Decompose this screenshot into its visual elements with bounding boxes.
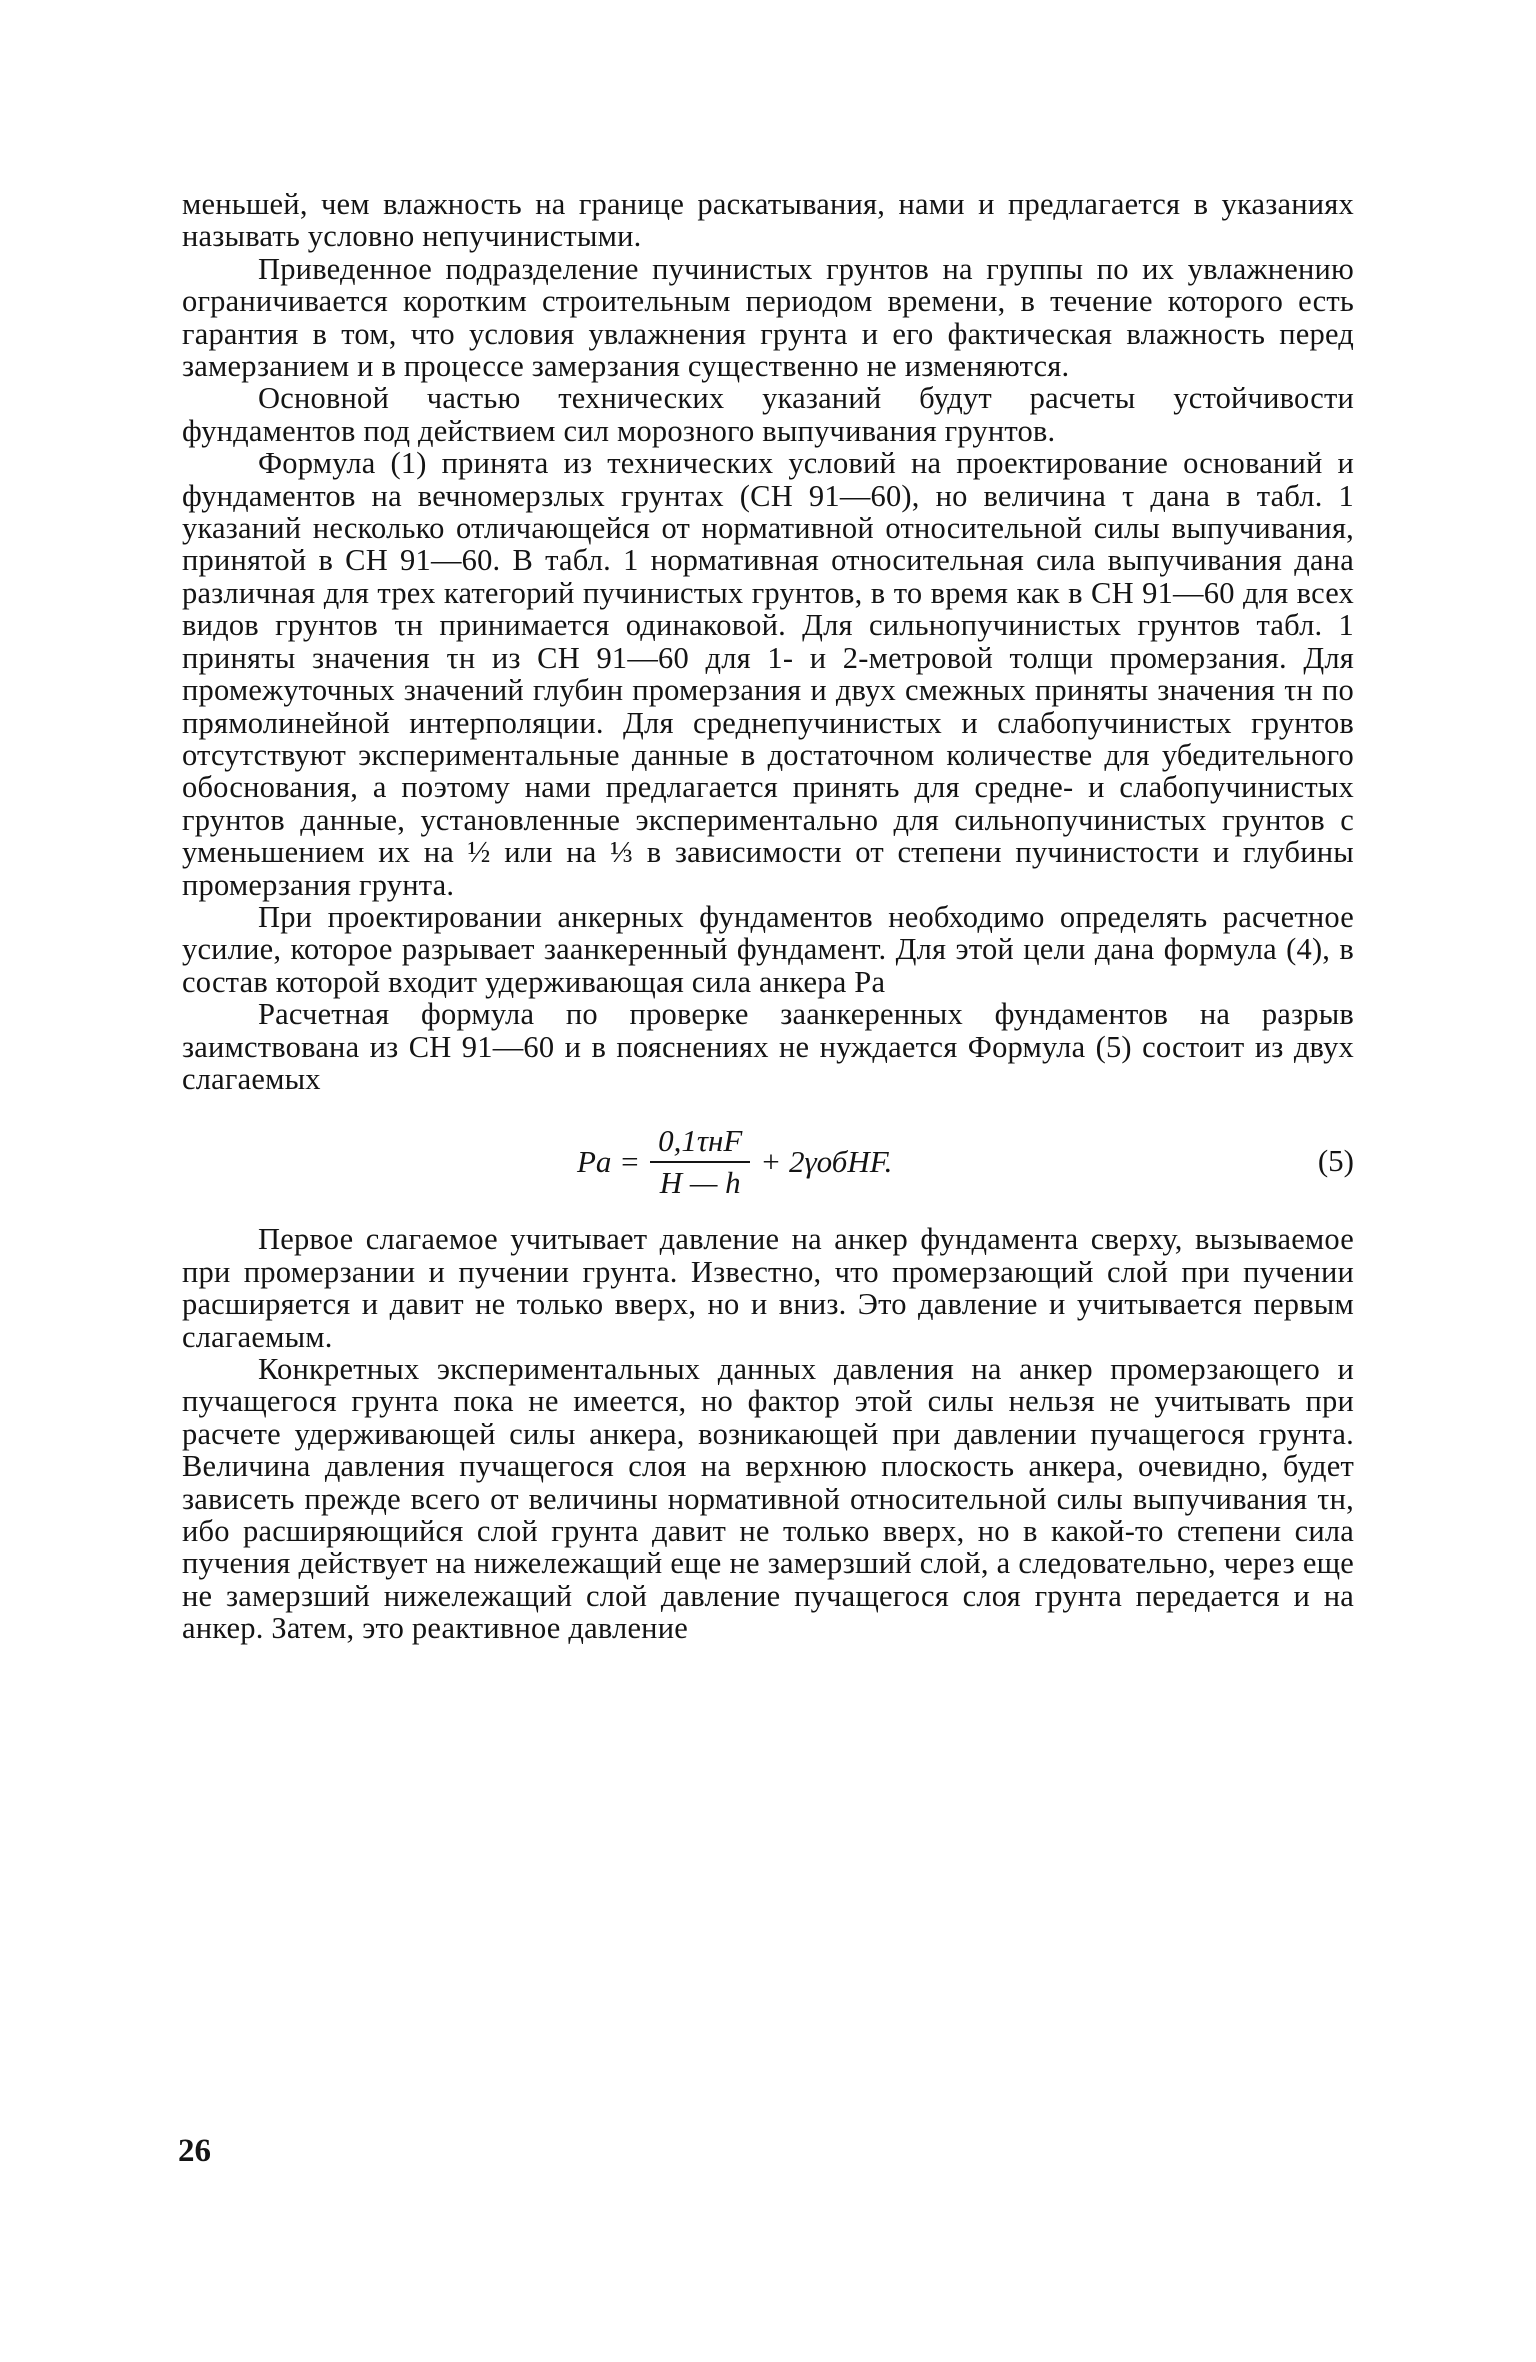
paragraph-1: меньшей, чем влажность на границе раскатывания, нами и предлагается в указаниях называть условно непучинистыми. — [182, 187, 1354, 254]
formula-fraction — [650, 1123, 750, 1201]
formula-lhs: Pа = — [577, 1144, 641, 1180]
paragraph-7: Первое слагаемое учитывает давление на анкер фундамента сверху, вызываемое при промерзании и пучении грунта. Известно, что промерзающий слой при пучении расширяется и давит не только вверх, но и вниз. Это давление и учитывается первым слагаемым. — [182, 1222, 1354, 1354]
formula-rhs: + 2γобHF. — [760, 1144, 893, 1180]
page-number: 26 — [178, 2133, 211, 2169]
paragraph-2: Приведенное подразделение пучинистых грунтов на группы по их увлажнению ограничивается коротким строительным периодом времени, в течение которого есть гарантия в том, что условия увлажнения грунта и его фактическая влажность перед замерзанием и в процессе замерзания существенно не изменяются. — [182, 251, 1354, 384]
paragraph-3: Основной частью технических указаний будут расчеты устойчивости фундаментов под действием сил морозного выпучивания грунтов. — [182, 381, 1354, 448]
paragraph-4: Формула (1) принята из технических условий на проектирование оснований и фундаментов на вечномерзлых грунтах (СН 91—60), но величина τ дана в табл. 1 указаний несколько отличающейся от нормативной относительной силы выпучивания, принятой в СН 91—60. В табл. 1 нормативная относительная сила выпучивания дана различная для трех категорий пучинистых грунтов, в то время как в СН 91—60 для всех видов грунтов τн принимается одинаковой. Для сильнопучинистых грунтов табл. 1 приняты значения τн из СН 91—60 для 1- и 2-метровой толщи промерзания. Для промежуточных значений глубин промерзания и двух смежных приняты значения τн по прямолинейной интерполяции. Для среднепучинистых и слабопучинистых грунтов отсутствуют экспериментальные данные в достаточном количестве для убедительного обоснования, а поэтому нами предлагается принять для средне- и слабопучинистых грунтов данные, установленные экспериментально для сильнопучинистых грунтов с уменьшением их на ½ или на ⅓ в зависимости от степени пучинистости и глубины промерзания грунта. — [182, 446, 1354, 902]
formula-5 — [182, 1105, 1354, 1201]
paragraph-5: При проектировании анкерных фундаментов необходимо определять расчетное усилие, которое разрывает заанкеренный фундамент. Для этой цели дана формула (4), в состав которой входит удерживающая сила анкера Pа — [182, 899, 1354, 999]
paragraph-8: Конкретных экспериментальных данных давления на анкер промерзающего и пучащегося грунта пока не имеется, но фактор этой силы нельзя не учитывать при расчете удерживающей силы анкера, возникающей при давлении пучащегося грунта. Величина давления пучащегося слоя на верхнюю плоскость анкера, очевидно, будет зависеть прежде всего от величины нормативной относительной силы выпучивания τн, ибо расширяющийся слой грунта давит не только вверх, но в какой-то степени сила пучения действует на нижележащий еще не замерзший слой, а следовательно, через еще не замерзший нижележащий слой давление пучащегося слоя грунта передается и на анкер. Затем, это реактивное давление — [182, 1352, 1354, 1646]
formula-numerator: 0,1τнF — [650, 1123, 750, 1163]
formula-denominator: H — h — [659, 1165, 741, 1201]
page-body — [182, 188, 1354, 1645]
formula-number: (5) — [1317, 1143, 1354, 1179]
formula-expression — [577, 1123, 892, 1201]
paragraph-6: Расчетная формула по проверке заанкеренных фундаментов на разрыв заимствована из СН 91—60 и в пояснениях не нуждается Формула (5) состоит из двух слагаемых — [182, 997, 1354, 1096]
